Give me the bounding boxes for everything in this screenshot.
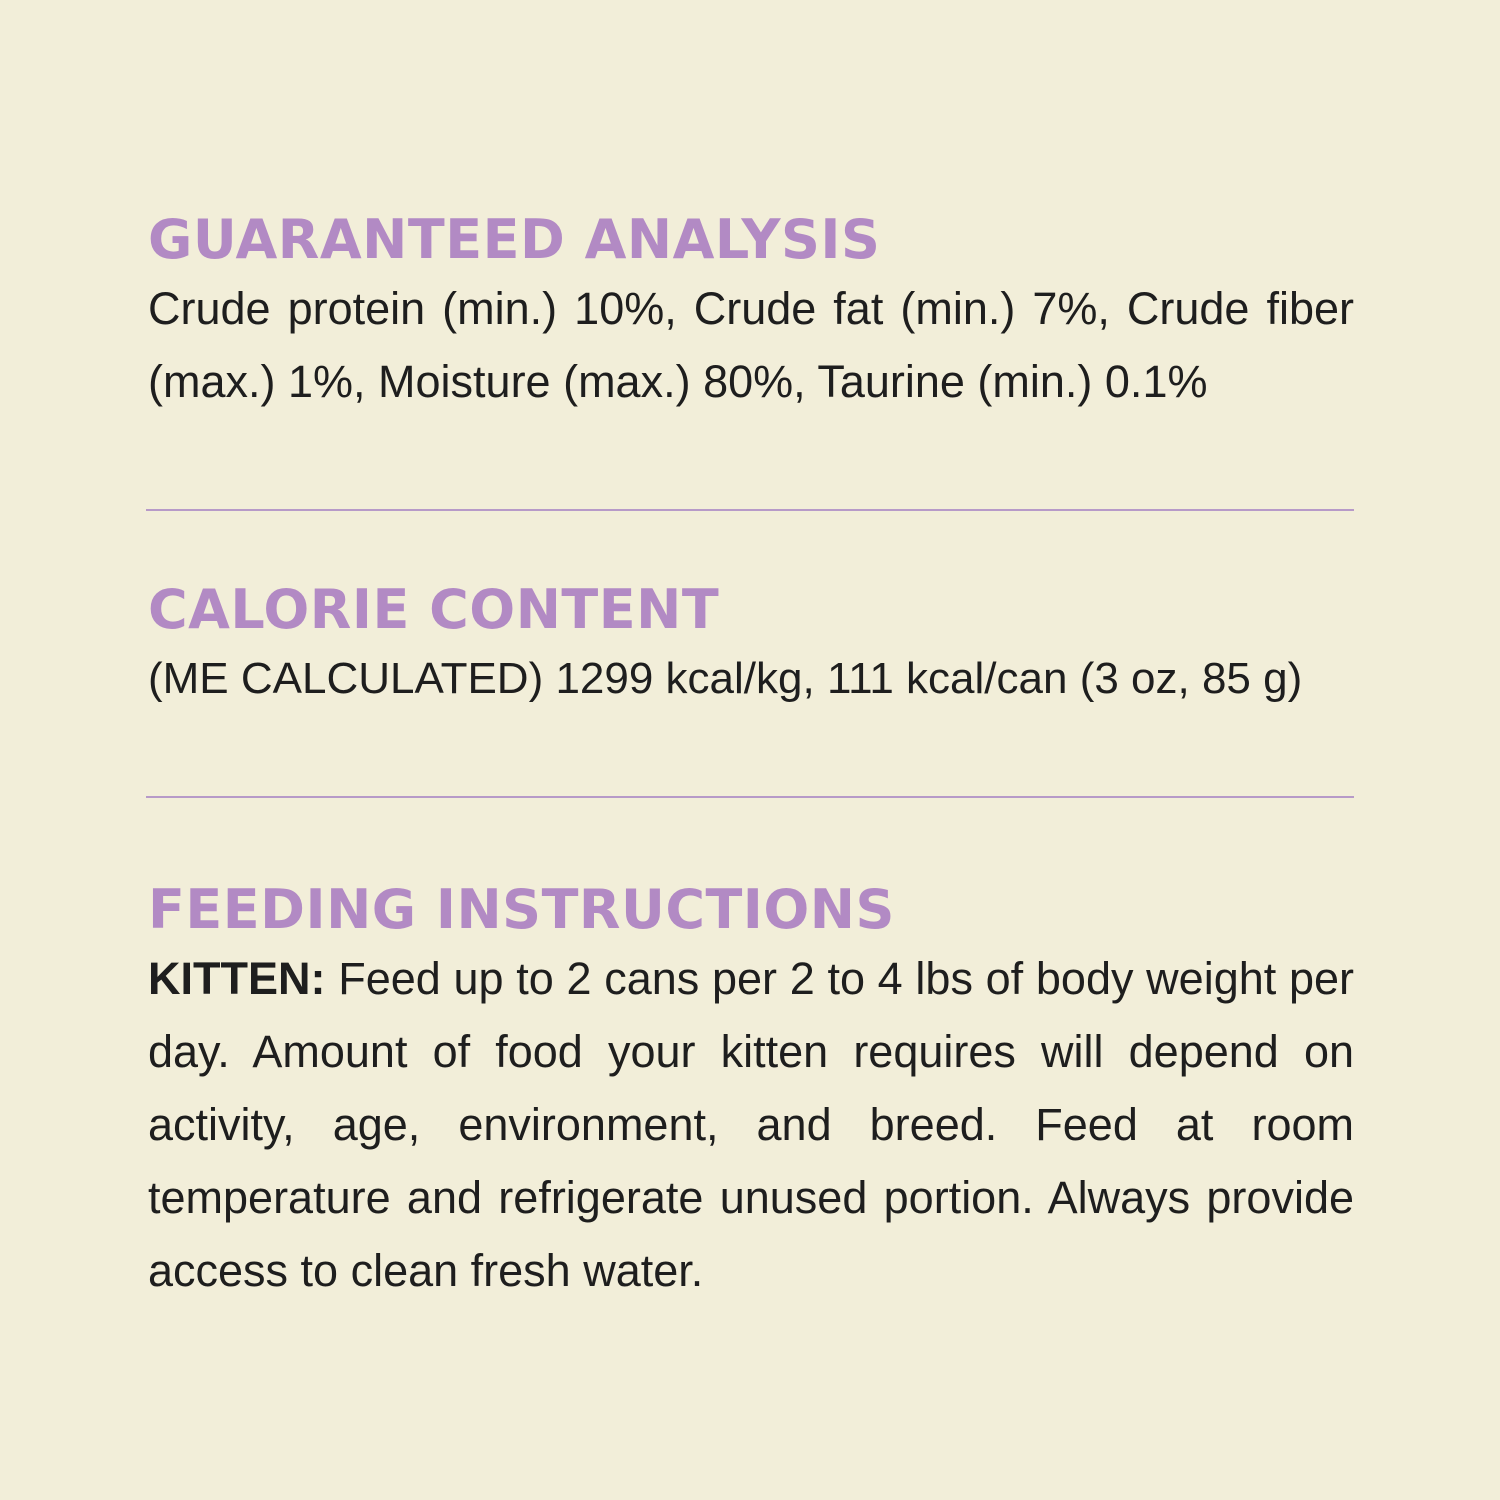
- section-divider: [146, 796, 1354, 798]
- calorie-content-text: (ME CALCULATED) 1299 kcal/kg, 111 kcal/can (3 oz, 85 g): [148, 654, 1303, 703]
- feeding-instructions-section: [148, 878, 1354, 1307]
- kitten-label: KITTEN:: [148, 953, 326, 1004]
- feeding-instructions-heading: FEEDING INSTRUCTIONS: [148, 878, 895, 941]
- calorie-content-section: [148, 578, 1354, 715]
- feeding-instructions-paragraph: [148, 942, 1354, 1307]
- guaranteed-analysis-section: [148, 208, 1354, 418]
- section-divider: [146, 509, 1354, 511]
- feeding-instructions-text: Feed up to 2 cans per 2 to 4 lbs of body weight per day. Amount of food your kitten requires will depend on activity, age, environment, and breed. Feed at room temperature and refrigerate unused portion. Always provide access to clean fresh water.: [148, 953, 1354, 1296]
- calorie-content-heading: CALORIE CONTENT: [148, 578, 720, 641]
- guaranteed-analysis-text: Crude protein (min.) 10%, Crude fat (min.) 7%, Crude fiber (max.) 1%, Moisture (max.) 80%, Taurine (min.) 0.1%: [148, 283, 1354, 407]
- guaranteed-analysis-heading: GUARANTEED ANALYSIS: [148, 208, 881, 271]
